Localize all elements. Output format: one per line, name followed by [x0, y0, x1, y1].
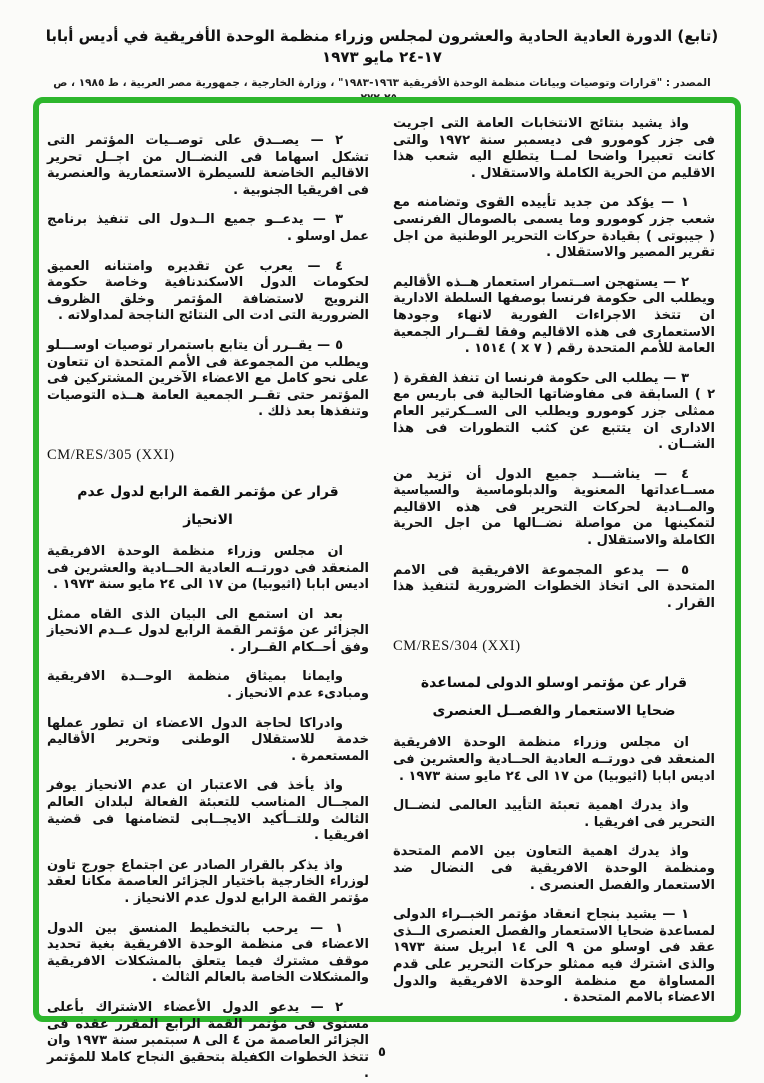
- section-heading: قرار عن مؤتمر القمة الرابع لدول عدم الانحياز: [77, 483, 339, 528]
- paragraph: واذ يدرك اهمية التعاون بين الامم المتحدة ومنظمة الوحدة الافريقية فى النضال ضد الاستعمار والفصل العنصرى .: [393, 844, 715, 893]
- paragraph: وادراكا لحاجة الدول الاعضاء ان تطور عملها خدمة للاستقلال الوطنى وتحرير الأقاليم المستعمرة .: [47, 715, 369, 764]
- source-citation: المصدر : "قرارات وتوصيات وبيانات منظمة الوحدة الأفريقية ١٩٦٣-١٩٨٣" ، وزارة الخارجية ، جمهورية مصر العربية ، ط ١٩٨٥ ، ص ٢٥٠-٢٧٢: [53, 77, 711, 104]
- page-footer: [0, 1041, 764, 1060]
- green-highlight-frame: [33, 97, 741, 1082]
- paragraph: ٢ — يستهجن اســتمرار استعمار هــذه الأقاليم ويطلب الى حكومة فرنسا بوصفها السلطة الادارية ان تتخذ الاجراءات الفورية لانهاء وجودها الاستعمارى فى هذه الاقاليم وفقا لقــرار الجمعية العامة للأمم المتحدة رقم ( ٧ x ) ١٥١٤ .: [393, 274, 715, 357]
- paragraph: ان مجلس وزراء منظمة الوحدة الافريقية المنعقد فى دورتــه العادية الحــادية والعشرين فى اديس ابابا (اثيوبيا) من ١٧ الى ٢٤ مايو سنة ١٩٧٣ .: [393, 735, 715, 784]
- paragraph: واذ يذكر بالقرار الصادر عن اجتماع جورج تاون لوزراء الخارجية باختيار الجزائر العاصمة مكانا لعقد مؤتمر القمة الرابع لدول عدم الانحياز .: [47, 857, 369, 906]
- resolution-code: CM/RES/304 (XXI): [393, 638, 521, 655]
- paragraph: ٤ — يناشـــد جميع الدول أن تزيد من مســاعداتها المعنوية والدبلوماسية والسياسية والمــادية لحركات التحرير فى هذه الاقاليم لتمكينها من مواصلة نضــالها من اجل الحرية الكاملة والاستقلال .: [393, 466, 715, 549]
- paragraph: واذ يأخذ فى الاعتبار ان عدم الانحياز يوفر المجــال المناسب للتعبئة الفعالة لبلدان العالم الثالث وللتــأكيد الايجــابى لتضامنها فى قضية افريقيا .: [47, 778, 369, 844]
- resolution-code: CM/RES/305 (XXI): [47, 446, 175, 463]
- paragraph: وايمانا بميثاق منظمة الوحــدة الافريقية ومبادىء عدم الانحياز .: [47, 669, 369, 702]
- paragraph: ٥ — يدعو المجموعة الافريقية فى الامم المتحدة الى اتخاذ الخطوات الضرورية لتنفيذ هذا القرار .: [393, 562, 715, 611]
- page-header: [0, 26, 764, 105]
- two-column-body: [39, 103, 735, 1082]
- paragraph: ٤ — يعرب عن تقديره وامتنانه العميق لحكومات الدول الاسكندنافية وخاصة حكومة النرويج لاستضافة المؤتمر وخلق الظروف الضرورية التى ادت الى النتائج الناجحة لمداولاته .: [47, 258, 369, 324]
- paragraph: ٥ — يقــرر أن يتابع باستمرار توصيات اوســـلو ويطلب من المجموعة فى الأمم المتحدة ان تتعاون على نحو كامل مع الاعضاء الآخرين المشتركين فى المؤتمر حتى تقــر الجمعية العامة هــذه التوصيات وتنفذها بعد ذلك .: [47, 337, 369, 420]
- paragraph: ٢ — يدعو الدول الأعضاء الاشتراك بأعلى مستوى فى مؤتمر القمة الرابع المقرر عقده فى الجزائر العاصمة من ٤ الى ٨ سبتمبر سنة ١٩٧٣ وان تتخذ الخطوات الكفيلة بتحقيق النجاح كاملا للمؤتمر .: [47, 999, 370, 1082]
- session-title: (تابع) الدورة العادية الحادية والعشرون لمجلس وزراء منظمة الوحدة الأفريقية في أديس أبابا ١٧-٢٤ مايو ١٩٧٣: [45, 27, 719, 66]
- paragraph: ١ — يشيد بنجاح انعقاد مؤتمر الخبــراء الدولى لمساعدة ضحايا الاستعمار والفصل العنصرى الــذى عقد فى اوسلو من ٩ الى ١٤ ابريل سنة ١٩٧٣ والذى اشترك فيه ممثلو حركات التحرير على قدم المساواة مع منظمة الوحدة الافريقية والدول الاعضاء بالامم المتحدة .: [393, 907, 715, 1006]
- paragraph: واذ يدرك اهمية تعبئة التأييد العالمى لنضــال التحرير فى افريقيا .: [393, 798, 715, 830]
- paragraph: بعد ان استمع الى البيان الذى القاه ممثل الجزائر عن مؤتمر القمة الرابع لدول عــدم الانحياز وفق أحــكام القــرار .: [47, 606, 369, 655]
- paragraph: ان مجلس وزراء منظمة الوحدة الافريقية المنعقد فى دورتــه العادية الحــادية والعشرين فى اديس ابابا (اثيوبيا) من ١٧ الى ٢٤ مايو سنة ١٩٧٣ .: [47, 543, 369, 593]
- paragraph: ١ — يرحب بالتخطيط المنسق بين الدول الاعضاء فى منظمة الوحدة الافريقية بغية تحديد موقف مشترك فيما يتعلق بالمشكلات الافريقية والمشكلات الخاصة بالعالم الثالث .: [47, 920, 369, 986]
- section-heading: قرار عن مؤتمر اوسلو الدولى لمساعدة ضحايا الاستعمار والفصــل العنصرى: [420, 675, 688, 720]
- paragraph: واذ يشيد بنتائج الانتخابات العامة التى اجريت فى جزر كومورو فى ديسمبر سنة ١٩٧٢ والتى كانت تعبيرا واضحا لمــا يتطلع اليه شعب هذا الاقليم من الحرية الكاملة والاستقلال .: [393, 116, 716, 181]
- column-left: [47, 116, 370, 1082]
- paragraph: ١ — يؤكد من جديد تأييده القوى وتضامنه مع شعب جزر كومورو وما يسمى بالصومال الفرنسى ( جيبوتى ) بقيادة حركات التحرير الوطنية من اجل تقرير المصير والاستقلال .: [393, 195, 715, 261]
- paragraph: ٣ — يدعــو جميع الــدول الى تنفيذ برنامج عمل اوسلو .: [47, 212, 369, 244]
- page-number: ٥: [378, 1045, 386, 1060]
- column-right: [393, 116, 715, 1016]
- paragraph: ٢ — يصــدق على توصــيات المؤتمر التى تشكل اسهاما فى النضــال من اجــل تحرير الاقاليم الخاضعة للسيطرة الاستعمارية والعنصرية فى افريقيا الجنوبية .: [47, 133, 369, 198]
- paragraph: ٣ — يطلب الى حكومة فرنسا ان تنفذ الفقرة ( ٢ ) السابقة فى مفاوضاتها الحالية فى باريس مع ممثلى جزر كومورو ويطلب الى الســكرتير العام الادارى ان يتتبع عن كثب التطورات فى هذا الشــان .: [393, 370, 715, 453]
